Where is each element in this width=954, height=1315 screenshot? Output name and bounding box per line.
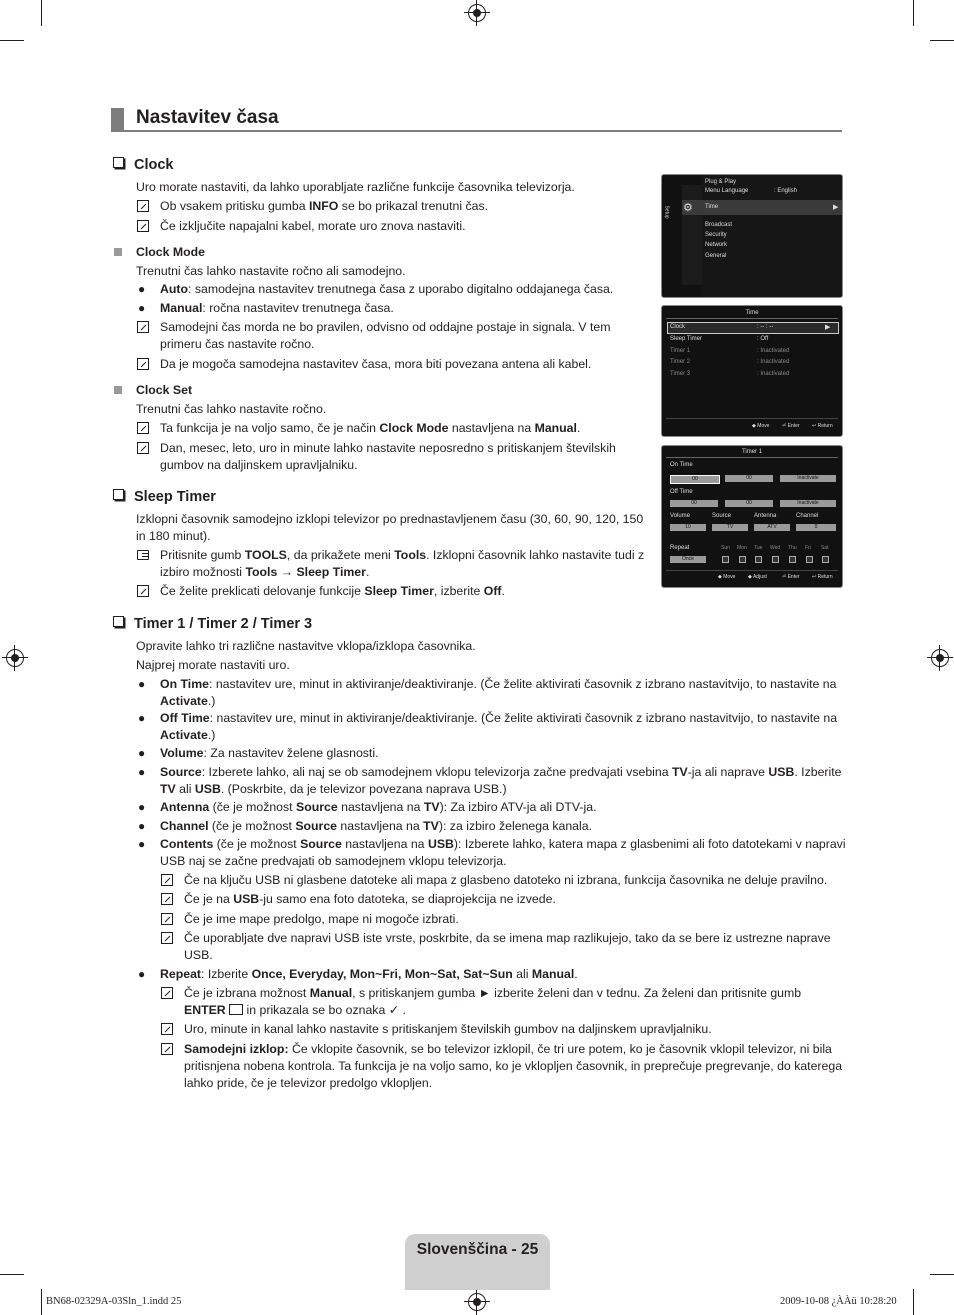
timer-antenna: Antenna (če je možnost Source nastavljena na TV): Za izbiro ATV-ja ali DTV-ja. xyxy=(160,800,597,814)
menu-item-general: General xyxy=(705,253,727,259)
day-checkbox xyxy=(722,556,729,563)
contents-note-4: Če uporabljate dve napravi USB iste vrste, poskrbite, da se imena map razlikujejo, tako da se bere iz ustrezne naprave USB. xyxy=(184,931,831,962)
tv-time-menu-screenshot xyxy=(661,305,843,437)
tv-setup-menu-screenshot xyxy=(661,174,843,298)
clock-row-highlight xyxy=(667,322,839,334)
hint-bar-rule xyxy=(666,418,838,419)
note-icon xyxy=(137,200,149,212)
setup-side-label: Setup xyxy=(663,205,670,219)
off-time-activate: Inactivate xyxy=(780,500,836,507)
contents-note-3: Če je ime mape predolgo, mape ni mogoče izbrati. xyxy=(184,912,459,926)
print-slug-right: 2009-10-08 ¿ÀÀü 10:28:20 xyxy=(780,1296,897,1307)
note-icon xyxy=(137,321,149,333)
timer-off-time: Off Time: nastavitev ure, minut in aktiviranje/deaktiviranje. (Če želite aktivirati časovnik z izbrano nastavitvijo, to nastavite na Activate.) xyxy=(160,711,838,742)
bullet-icon: ● xyxy=(138,837,146,851)
clock-mode-manual: Manual: ročna nastavitev trenutnega časa. xyxy=(160,301,394,315)
square-bullet-icon xyxy=(114,386,122,394)
day-sat-label: Sat xyxy=(821,545,829,551)
row-timer3-label: Timer 3 xyxy=(670,371,691,377)
timer-intro-2: Najprej morate nastaviti uro. xyxy=(136,658,290,672)
repeat-label: Repeat xyxy=(670,545,690,551)
row-timer3-value: : Inactivated xyxy=(757,371,790,377)
bullet-icon: ● xyxy=(138,967,146,981)
off-time-label: Off Time xyxy=(670,489,693,495)
timer-contents: Contents (če je možnost Source nastavljena na USB): Izberete lahko, katera mapa z glasbenimi ali foto datotekami v napravi USB naj se začne predvajati ob samodejnem vklopu televizorja. xyxy=(160,837,846,868)
page-title: Nastavitev časa xyxy=(136,107,279,128)
crop-mark xyxy=(0,40,24,41)
bullet-icon: ● xyxy=(138,711,146,725)
off-time-minute: 00 xyxy=(725,500,773,507)
hint-adjust: ◆ Adjust xyxy=(748,574,767,580)
antenna-value: ATV xyxy=(754,524,790,531)
menu-item-menu-language: Menu Language xyxy=(705,188,749,194)
hint-move: ◆ Move xyxy=(718,574,736,580)
clock-note-2: Če izključite napajalni kabel, morate uro znova nastaviti. xyxy=(160,219,466,233)
title-bar-marker xyxy=(111,108,124,130)
crop-mark xyxy=(930,40,954,41)
note-icon xyxy=(161,1043,173,1055)
note-icon xyxy=(161,1023,173,1035)
registration-mark-icon xyxy=(468,4,486,22)
col-antenna-label: Antenna xyxy=(754,513,777,519)
note-icon xyxy=(161,874,173,886)
note-icon xyxy=(137,585,149,597)
checkmark-icon: ✓ xyxy=(388,1003,400,1017)
col-volume-label: Volume xyxy=(670,513,691,519)
note-icon xyxy=(161,913,173,925)
menu-item-plug-play: Plug & Play xyxy=(705,179,737,185)
col-channel-label: Channel xyxy=(796,513,819,519)
day-checkbox xyxy=(755,556,762,563)
time-menu-title-rule xyxy=(666,318,838,319)
day-checkbox xyxy=(806,556,813,563)
day-sun-label: Sun xyxy=(721,545,730,551)
row-timer1-value: : Inactivated xyxy=(757,348,790,354)
row-clock-label: Clock xyxy=(670,324,686,330)
clock-mode-auto: Auto: samodejna nastavitev trenutnega časa z uporabo digitalno oddajanega časa. xyxy=(160,282,614,296)
note-icon xyxy=(137,422,149,434)
menu-language-value: : English xyxy=(774,188,798,194)
note-icon xyxy=(161,893,173,905)
day-checkbox xyxy=(789,556,796,563)
sleep-note: Če želite preklicati delovanje funkcije Sleep Timer, izberite Off. xyxy=(160,584,505,598)
timer-volume: Volume: Za nastavitev želene glasnosti. xyxy=(160,746,379,760)
off-time-hour: 00 xyxy=(670,500,718,507)
crop-mark xyxy=(930,1274,954,1275)
note-icon xyxy=(161,932,173,944)
day-tue-label: Tue xyxy=(754,545,763,551)
day-checkbox xyxy=(772,556,779,563)
repeat-note-2: Uro, minute in kanal lahko nastavite s pritiskanjem številskih gumbov na daljinskem upravljalniku. xyxy=(184,1022,712,1036)
bullet-icon: ● xyxy=(138,301,146,315)
page-number: Slovenščina - 25 xyxy=(416,1241,539,1258)
on-time-label: On Time xyxy=(670,462,693,468)
section-sleep-timer-heading: Sleep Timer xyxy=(113,489,216,505)
note-icon xyxy=(137,358,149,370)
row-timer1-label: Timer 1 xyxy=(670,348,691,354)
menu-item-broadcast: Broadcast xyxy=(705,222,733,228)
section-clock-heading: Clock xyxy=(113,157,174,173)
clock-mode-heading: Clock Mode xyxy=(136,245,206,259)
timer1-title: Timer 1 xyxy=(741,449,763,455)
repeat-note-3: Samodejni izklop: Če vklopite časovnik, se bo televizor izklopil, če tri ure potem, ko je časovnik vklopil televizor, ni bila pritisnjena nobena kontrola. Ta funkcija je na voljo samo, ko je vklopljen časovnik, in preprečuje pregrevanje, do katerega lahko pride, če je televizor predolgo vklopljen. xyxy=(184,1042,843,1090)
clock-mode-note-1: Samodejni čas morda ne bo pravilen, odvisno od oddajne postaje in signala. V tem primeru čas nastavite ročno. xyxy=(160,320,611,351)
clock-intro: Uro morate nastaviti, da lahko uporabljate različne funkcije časovnika televizorja. xyxy=(136,180,575,194)
enter-icon xyxy=(229,1004,243,1015)
crop-mark xyxy=(913,1289,914,1315)
bullet-icon: ● xyxy=(138,819,146,833)
clock-set-note-1: Ta funkcija je na voljo samo, če je način Clock Mode nastavljena na Manual. xyxy=(160,421,581,435)
sleep-tools-note: Pritisnite gumb TOOLS, da prikažete meni Tools. Izklopni časovnik lahko nastavite tudi z izbiro možnosti Tools → Sleep Timer. xyxy=(160,548,645,579)
arrow-right-icon: ▶ xyxy=(825,324,831,331)
menu-item-security: Security xyxy=(705,232,727,238)
row-sleep-label: Sleep Timer xyxy=(670,336,703,342)
title-rule xyxy=(111,130,842,132)
bullet-icon: ● xyxy=(138,282,146,296)
row-timer2-value: : Inactivated xyxy=(757,359,790,365)
day-fri-label: Fri xyxy=(805,545,811,551)
bullet-icon: ● xyxy=(138,765,146,779)
timer-on-time: On Time: nastavitev ure, minut in aktiviranje/deaktiviranje. (Če želite aktivirati časovnik z izbrano nastavitvijo, to nastavite na Activate.) xyxy=(160,677,837,708)
day-mon-label: Mon xyxy=(737,545,747,551)
clock-set-heading: Clock Set xyxy=(136,383,193,397)
section-timer-heading: Timer 1 / Timer 2 / Timer 3 xyxy=(113,616,312,632)
crop-mark xyxy=(0,1274,24,1275)
timer-source: Source: Izberete lahko, ali naj se ob samodejnem vklopu televizorja začne predvajati vsebina TV-ja ali naprave USB. Izberite TV ali USB. (Poskrbite, da je televizor povezana naprava USB.) xyxy=(160,765,842,796)
crop-mark xyxy=(41,0,42,26)
bullet-icon: ● xyxy=(138,677,146,691)
time-menu-title: Time xyxy=(745,310,759,316)
row-timer2-label: Timer 2 xyxy=(670,359,691,365)
note-icon xyxy=(161,987,173,999)
contents-note-1: Če na ključu USB ni glasbene datoteke ali mapa z glasbeno datoteko ni izbrana, funkcija časovnika ne deluje pravilno. xyxy=(184,873,828,887)
timer-intro-1: Opravite lahko tri različne nastavitve vklopa/izklopa časovnika. xyxy=(136,639,476,653)
timer1-title-rule xyxy=(666,457,838,458)
repeat-value: Once xyxy=(670,556,706,563)
clock-set-note-2: Dan, mesec, leto, uro in minute lahko nastavite neposredno s pritiskanjem številskih gumbov na daljinskem upravljalniku. xyxy=(160,441,616,472)
arrow-right-icon: ▶ xyxy=(833,204,839,211)
print-slug-left: BN68-02329A-03Sln_1.indd 25 xyxy=(46,1296,182,1307)
timer-repeat: Repeat: Izberite Once, Everyday, Mon~Fri, Mon~Sat, Sat~Sun ali Manual. xyxy=(160,967,578,981)
registration-mark-icon xyxy=(468,1293,486,1311)
menu-item-time: Time xyxy=(705,204,719,210)
hint-enter: ⏎ Enter xyxy=(782,423,800,429)
bullet-icon: ● xyxy=(138,800,146,814)
day-checkbox xyxy=(739,556,746,563)
contents-note-2: Če je na USB-ju samo ena foto datoteka, se diaprojekcija ne izvede. xyxy=(184,892,556,906)
row-clock-value: : -- : -- xyxy=(757,324,774,330)
day-checkbox xyxy=(822,556,829,563)
on-time-minute: 00 xyxy=(725,475,773,482)
col-source-label: Source xyxy=(712,513,732,519)
hint-return: ↩ Return xyxy=(812,574,833,580)
clock-set-text: Trenutni čas lahko nastavite ročno. xyxy=(136,402,327,416)
crop-mark xyxy=(41,1289,42,1315)
on-time-activate: Inactivate xyxy=(780,475,836,482)
volume-value: 10 xyxy=(670,524,706,531)
day-wed-label: Wed xyxy=(770,545,781,551)
checkbox-bullet-icon xyxy=(113,616,124,627)
day-thu-label: Thu xyxy=(788,545,797,551)
clock-mode-text: Trenutni čas lahko nastavite ročno ali samodejno. xyxy=(136,264,406,278)
hint-move: ◆ Move xyxy=(752,423,770,429)
bullet-icon: ● xyxy=(138,746,146,760)
registration-mark-icon xyxy=(6,649,24,667)
square-bullet-icon xyxy=(114,248,122,256)
hint-enter: ⏎ Enter xyxy=(782,574,800,580)
tools-icon xyxy=(137,550,149,560)
menu-item-network: Network xyxy=(705,242,728,248)
clock-mode-note-2: Da je mogoča samodejna nastavitev časa, mora biti povezana antena ali kabel. xyxy=(160,357,592,371)
hint-return: ↩ Return xyxy=(812,423,833,429)
gear-icon: ⚙ xyxy=(683,202,693,214)
hint-bar-rule xyxy=(666,570,838,571)
row-sleep-value: : Off xyxy=(757,336,769,342)
checkbox-bullet-icon xyxy=(113,489,124,500)
on-time-hour: 00 xyxy=(670,475,720,484)
source-value: TV xyxy=(712,524,748,531)
tv-timer1-screenshot xyxy=(661,445,843,588)
sleep-text: Izklopni časovnik samodejno izklopi televizor po prednastavljenem času (30, 60, 90, 120, 150 in 180 minut). xyxy=(136,512,644,543)
crop-mark xyxy=(913,0,914,26)
timer-channel: Channel (če je možnost Source nastavljena na TV): za izbiro želenega kanala. xyxy=(160,819,592,833)
note-icon xyxy=(137,220,149,232)
checkbox-bullet-icon xyxy=(113,157,124,168)
channel-value: 0 xyxy=(796,524,836,531)
clock-note-1: Ob vsakem pritisku gumba INFO se bo prikazal trenutni čas. xyxy=(160,199,489,213)
registration-mark-icon xyxy=(931,649,949,667)
repeat-note-1: Če je izbrana možnost Manual, s pritiskanjem gumba ► izberite želeni dan v tednu. Za želeni dan pritisnite gumb ENTER in prikazala se bo oznaka ✓ . xyxy=(184,986,802,1017)
note-icon xyxy=(137,442,149,454)
